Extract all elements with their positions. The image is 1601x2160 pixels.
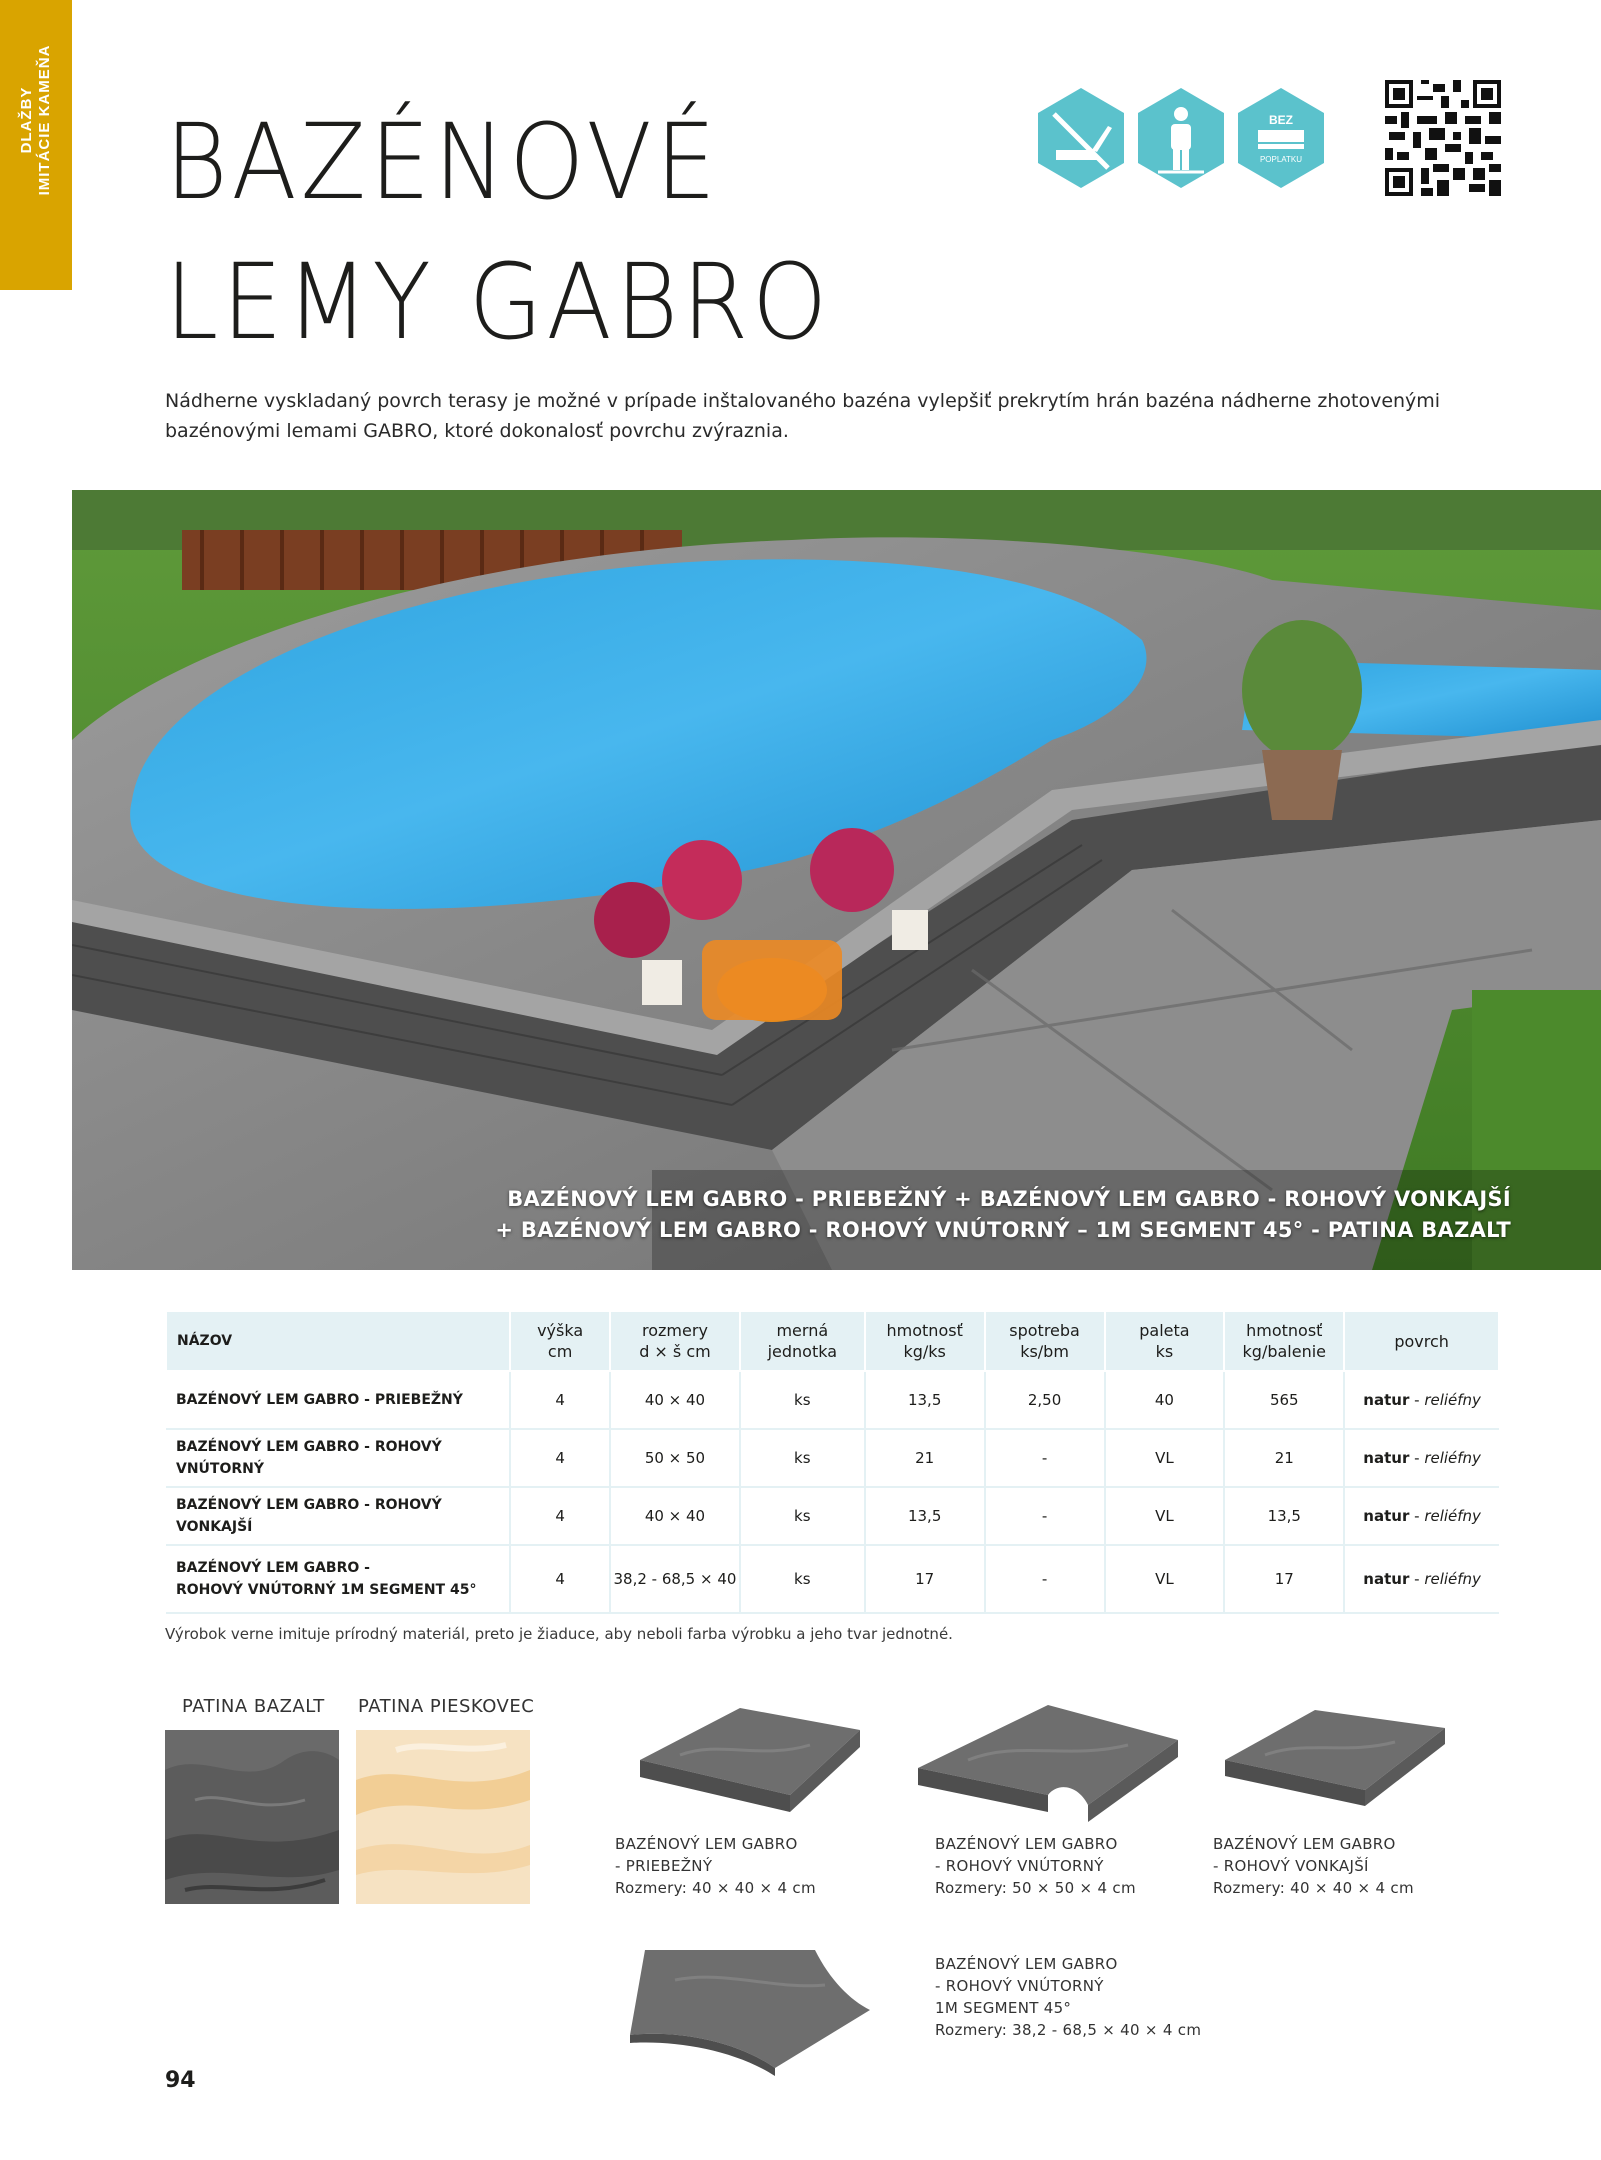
row-height: 4: [510, 1429, 610, 1487]
product-caption-segment-45: BAZÉNOVÝ LEM GABRO - ROHOVÝ VNÚTORNÝ 1M SEGMENT 45° Rozmery: 38,2 - 68,5 × 40 × 4 cm: [935, 1955, 1202, 2039]
product-image-segment-45: [615, 1940, 875, 2080]
row-dimensions: 40 × 40: [610, 1371, 740, 1429]
badge-text-top: BEZ: [1269, 113, 1293, 127]
row-name: BAZÉNOVÝ LEM GABRO - PRIEBEŽNÝ: [166, 1371, 510, 1429]
product-caption-rohovy-vonkajsi: BAZÉNOVÝ LEM GABRO - ROHOVÝ VONKAJŠÍ Rozmery: 40 × 40 × 4 cm: [1213, 1835, 1414, 1897]
row-name: BAZÉNOVÝ LEM GABRO - ROHOVÝ VONKAJŠÍ: [166, 1487, 510, 1545]
col-header-weight: hmotnosť kg/ks: [865, 1311, 985, 1371]
row-weight: 13,5: [865, 1487, 985, 1545]
photo-caption-line1: BAZÉNOVÝ LEM GABRO - PRIEBEŽNÝ + BAZÉNOVÝ LEM GABRO - ROHOVÝ VONKAJŠÍ: [507, 1187, 1511, 1211]
row-package-weight: 13,5: [1224, 1487, 1344, 1545]
col-header-surface: povrch: [1344, 1311, 1499, 1371]
no-fee-icon: [1236, 86, 1326, 190]
product-note: Výrobok verne imituje prírodný materiál, preto je žiaduce, aby neboli farba výrobku a jeho tvar jednotné.: [165, 1625, 953, 1643]
row-pallet: VL: [1105, 1487, 1225, 1545]
row-pallet: 40: [1105, 1371, 1225, 1429]
col-header-height: výška cm: [510, 1311, 610, 1371]
row-unit: ks: [740, 1429, 865, 1487]
photo-caption-line2: + BAZÉNOVÝ LEM GABRO - ROHOVÝ VNÚTORNÝ – 1M SEGMENT 45° - PATINA BAZALT: [495, 1218, 1511, 1242]
section-tab-line1: DLAŽBY: [18, 86, 35, 154]
table-row: [166, 1371, 1499, 1429]
row-pallet: VL: [1105, 1545, 1225, 1613]
no-vacuum-icon: [1036, 86, 1126, 190]
section-tab-line2: IMITÁCIE KAMEŇA: [36, 44, 53, 196]
row-surface: natur - reliéfny: [1344, 1487, 1499, 1545]
product-image-rohovy-vonkajsi: [1215, 1700, 1455, 1820]
pool-photo: [72, 490, 1601, 1270]
swatch-label-pieskovec: PATINA PIESKOVEC: [358, 1696, 535, 1717]
feature-badges: [1036, 86, 1336, 196]
swatch-label-bazalt: PATINA BAZALT: [182, 1696, 325, 1717]
row-surface: natur - reliéfny: [1344, 1545, 1499, 1613]
page-number: 94: [165, 2068, 196, 2093]
row-consumption: -: [985, 1545, 1105, 1613]
row-pallet: VL: [1105, 1429, 1225, 1487]
page-title-line1: BAZÉNOVÉ: [165, 101, 720, 223]
row-consumption: 2,50: [985, 1371, 1105, 1429]
col-header-name: NÁZOV: [166, 1311, 510, 1371]
table-row: [166, 1429, 1499, 1487]
section-tab-label: [18, 45, 54, 196]
row-height: 4: [510, 1487, 610, 1545]
spec-table: [165, 1310, 1500, 1614]
person-icon: [1136, 86, 1226, 190]
row-unit: ks: [740, 1487, 865, 1545]
row-package-weight: 17: [1224, 1545, 1344, 1613]
product-image-priebezny: [620, 1700, 870, 1830]
col-header-dimensions: rozmery d × š cm: [610, 1311, 740, 1371]
row-consumption: -: [985, 1487, 1105, 1545]
page-title-line2: LEMY GABRO: [165, 241, 832, 363]
row-height: 4: [510, 1545, 610, 1613]
product-caption-priebezny: BAZÉNOVÝ LEM GABRO - PRIEBEŽNÝ Rozmery: 40 × 40 × 4 cm: [615, 1835, 816, 1897]
table-row: [166, 1545, 1499, 1613]
row-unit: ks: [740, 1545, 865, 1613]
intro-paragraph: Nádherne vyskladaný povrch terasy je možné v prípade inštalovaného bazéna vylepšiť prekrytím hrán bazéna nádherne zhotovenými bazénovými lemami GABRO, ktoré dokonalosť povrchu zvýraznia.: [165, 390, 1441, 442]
row-surface: natur - reliéfny: [1344, 1371, 1499, 1429]
page-title: [165, 92, 831, 372]
photo-caption: [495, 1184, 1511, 1246]
row-name: BAZÉNOVÝ LEM GABRO - ROHOVÝ VNÚTORNÝ 1M SEGMENT 45°: [166, 1545, 510, 1613]
table-row: [166, 1487, 1499, 1545]
row-dimensions: 50 × 50: [610, 1429, 740, 1487]
col-header-package-weight: hmotnosť kg/balenie: [1224, 1311, 1344, 1371]
badge-text-bottom: POPLATKU: [1259, 155, 1303, 164]
row-consumption: -: [985, 1429, 1105, 1487]
col-header-consumption: spotreba ks/bm: [985, 1311, 1105, 1371]
row-surface: natur - reliéfny: [1344, 1429, 1499, 1487]
row-dimensions: 38,2 - 68,5 × 40: [610, 1545, 740, 1613]
swatch-pieskovec: [356, 1730, 530, 1904]
row-dimensions: 40 × 40: [610, 1487, 740, 1545]
col-header-pallet: paleta ks: [1105, 1311, 1225, 1371]
qr-code[interactable]: [1385, 80, 1501, 196]
row-name: BAZÉNOVÝ LEM GABRO - ROHOVÝ VNÚTORNÝ: [166, 1429, 510, 1487]
row-weight: 17: [865, 1545, 985, 1613]
swatch-bazalt: [165, 1730, 339, 1904]
row-weight: 21: [865, 1429, 985, 1487]
row-package-weight: 21: [1224, 1429, 1344, 1487]
col-header-unit: merná jednotka: [740, 1311, 865, 1371]
product-image-rohovy-vnutorny: [908, 1700, 1188, 1830]
row-package-weight: 565: [1224, 1371, 1344, 1429]
row-weight: 13,5: [865, 1371, 985, 1429]
section-tab: [0, 0, 72, 290]
row-unit: ks: [740, 1371, 865, 1429]
table-header-row: [166, 1311, 1499, 1371]
product-caption-rohovy-vnutorny: BAZÉNOVÝ LEM GABRO - ROHOVÝ VNÚTORNÝ Rozmery: 50 × 50 × 4 cm: [935, 1835, 1136, 1897]
row-height: 4: [510, 1371, 610, 1429]
